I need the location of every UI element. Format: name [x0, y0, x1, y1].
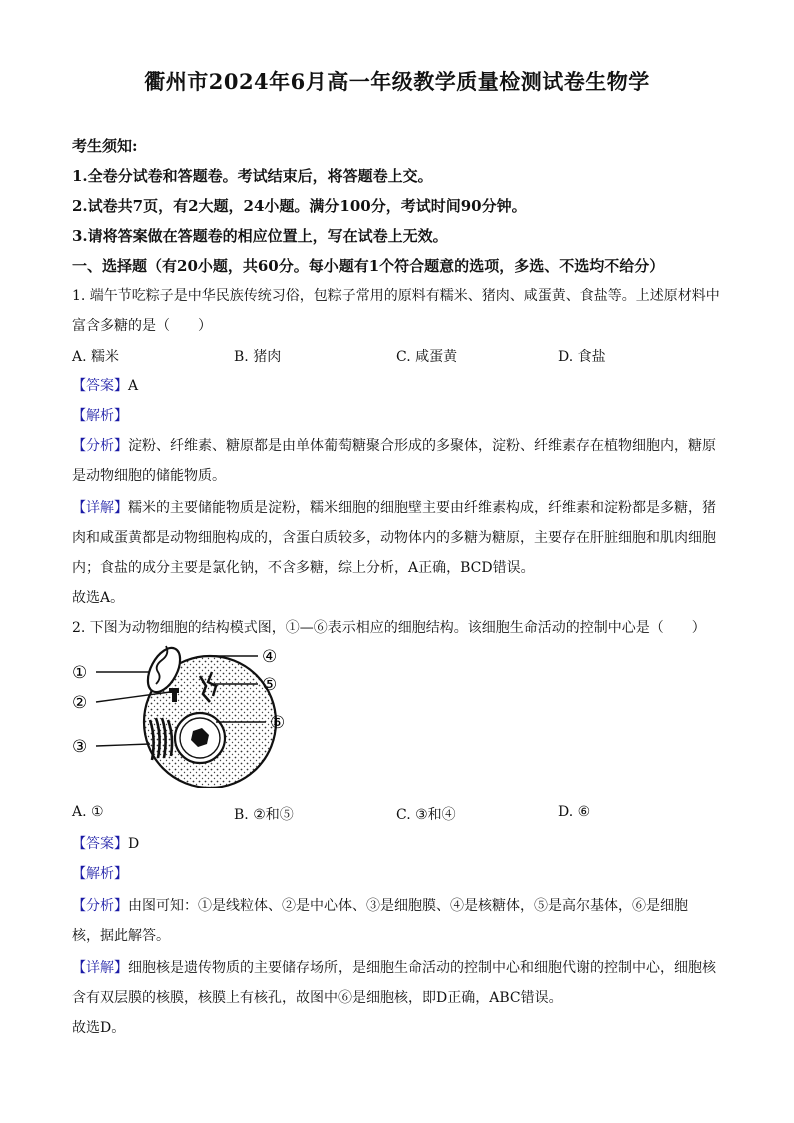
- q2-analysis-tag: 【解析】: [72, 866, 128, 882]
- q1-conclusion: 故选A。: [72, 590, 125, 606]
- page-title: 衢州市2024年6月高一年级教学质量检测试卷生物学: [144, 69, 650, 94]
- label-5: ⑤: [262, 675, 278, 695]
- label-1: ①: [72, 663, 88, 683]
- notice-heading: 考生须知:: [72, 137, 138, 155]
- notice-item-3: 3.请将答案做在答题卷的相应位置上，写在试卷上无效。: [72, 227, 448, 245]
- q2-xiangjie-text1: 细胞核是遗传物质的主要储存场所，是细胞生命活动的控制中心和细胞代谢的控制中心，细胞核: [128, 960, 716, 976]
- q2-answer: D: [128, 836, 140, 852]
- q1-fenxi-tag: 【分析】: [72, 438, 128, 454]
- notice-item-1: 1.全卷分试卷和答题卷。考试结束后，将答题卷上交。: [72, 167, 433, 185]
- q1-option-a: A. 糯米: [72, 349, 120, 365]
- q1-answer-line: [72, 376, 732, 396]
- q2-fenxi-text1: 由图可知：①是线粒体、②是中心体、③是细胞膜、④是核糖体，⑤是高尔基体，⑥是细胞: [128, 898, 688, 914]
- q1-xiangjie-line1: [72, 498, 732, 518]
- q1-answer-tag: 【答案】: [72, 378, 128, 394]
- q2-answer-tag: 【答案】: [72, 836, 128, 852]
- q1-option-d: D. 食盐: [558, 349, 606, 365]
- animal-cell-diagram: [66, 636, 306, 788]
- q2-option-b: B. ②和⑤: [234, 807, 294, 823]
- q2-xiangjie-line1: [72, 958, 732, 978]
- q1-answer: A: [128, 378, 139, 394]
- label-4: ④: [262, 647, 278, 667]
- q1-option-c: C. 咸蛋黄: [396, 349, 458, 365]
- q1-xiangjie-line2: 肉和咸蛋黄都是动物细胞构成的，含蛋白质较多，动物体内的多糖为糖原，主要存在肝脏细胞和肌肉细胞: [72, 530, 716, 546]
- q1-xiangjie-tag: 【详解】: [72, 500, 128, 516]
- q2-answer-line: [72, 834, 732, 854]
- q1-stem-line2: 富含多糖的是（ ）: [72, 318, 212, 334]
- q1-fenxi-text1: 淀粉、纤维素、糖原都是由单体葡萄糖聚合形成的多聚体，淀粉、纤维素存在植物细胞内，糖原: [128, 438, 716, 454]
- q2-stem: 2. 下图为动物细胞的结构模式图，①—⑥表示相应的细胞结构。该细胞生命活动的控制中心是（ ）: [72, 620, 706, 636]
- q1-xiangjie-text1: 糯米的主要储能物质是淀粉，糯米细胞的细胞壁主要由纤维素构成，纤维素和淀粉都是多糖，猪: [128, 500, 716, 516]
- label-3: ③: [72, 737, 88, 757]
- nucleus-icon: [175, 713, 225, 763]
- section-heading: 一、选择题（有20小题，共60分。每小题有1个符合题意的选项，多选、不选均不给分）: [72, 257, 665, 275]
- q1-fenxi-line1: [72, 436, 732, 456]
- q2-option-a: A. ①: [72, 804, 104, 820]
- q2-xiangjie-tag: 【详解】: [72, 960, 128, 976]
- q2-fenxi-line2: 核，据此解答。: [72, 928, 170, 944]
- q1-option-b: B. 猪肉: [234, 349, 282, 365]
- q1-stem-line1: 1. 端午节吃粽子是中华民族传统习俗，包粽子常用的原料有糯米、猪肉、咸蛋黄、食盐等。上述原材料中: [72, 288, 720, 304]
- q2-fenxi-tag: 【分析】: [72, 898, 128, 914]
- q1-fenxi-line2: 是动物细胞的储能物质。: [72, 468, 226, 484]
- q1-analysis-tag: 【解析】: [72, 408, 128, 424]
- label-2: ②: [72, 693, 88, 713]
- notice-item-2: 2.试卷共7页，有2大题，24小题。满分100分，考试时间90分钟。: [72, 197, 527, 215]
- label-6: ⑥: [270, 713, 286, 733]
- q2-fenxi-line1: [72, 896, 732, 916]
- q2-xiangjie-line2: 含有双层膜的核膜，核膜上有核孔，故图中⑥是细胞核，即D正确，ABC错误。: [72, 990, 563, 1006]
- q2-option-d: D. ⑥: [558, 804, 591, 820]
- q2-conclusion: 故选D。: [72, 1020, 126, 1036]
- q1-xiangjie-line3: 内；食盐的成分主要是氯化钠，不含多糖，综上分析，A正确，BCD错误。: [72, 560, 535, 576]
- q2-option-c: C. ③和④: [396, 807, 456, 823]
- leader-line-3: [96, 744, 150, 746]
